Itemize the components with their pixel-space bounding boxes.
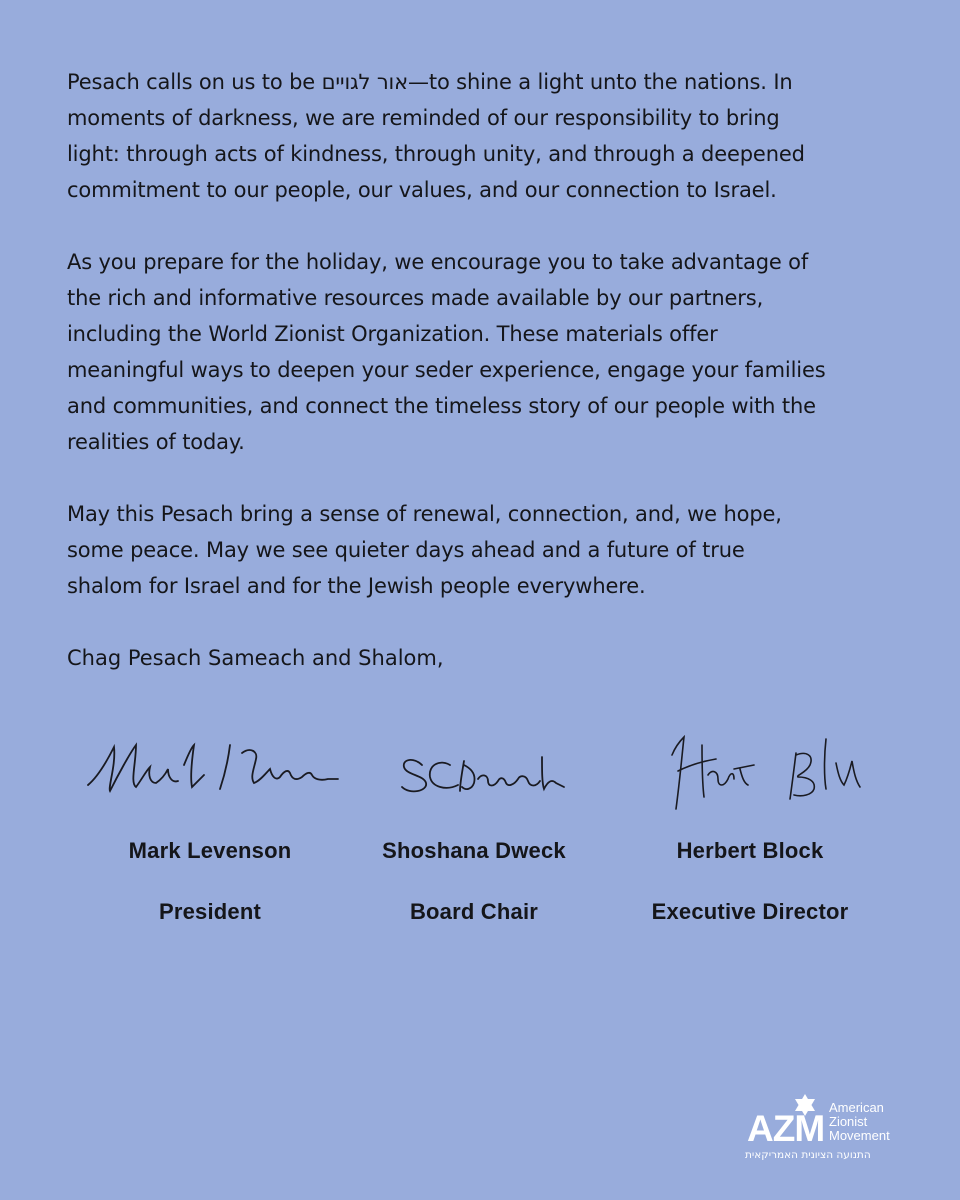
paragraph-1 — [67, 64, 917, 208]
paragraph-line: and communities, and connect the timeless story of our people with the — [67, 394, 816, 418]
paragraph-3 — [67, 496, 917, 604]
signature-block — [0, 725, 960, 945]
closing-salutation: Chag Pesach Sameach and Shalom, — [67, 646, 444, 670]
paragraph-line: Pesach calls on us to be אור לגויים—to shine a light unto the nations. In — [67, 70, 793, 94]
azm-hebrew-name: התנועה הציונית האמריקאית — [745, 1149, 871, 1161]
paragraph-line: commitment to our people, our values, and our connection to Israel. — [67, 178, 777, 202]
signer-role: Executive Director — [651, 899, 849, 924]
signer-role: Board Chair — [409, 899, 539, 924]
azm-letters: AZM — [747, 1108, 825, 1149]
signer-shoshana-dweck — [324, 725, 624, 924]
paragraph-line: May this Pesach bring a sense of renewal, connection, and, we hope, — [67, 502, 782, 526]
paragraph-line: some peace. May we see quieter days ahead and a future of true — [67, 538, 745, 562]
paragraph-line: realities of today. — [67, 430, 245, 454]
azm-logo-mark — [745, 1093, 825, 1153]
signature-mark-levenson — [80, 725, 340, 815]
azm-logo — [745, 1093, 905, 1163]
signer-mark-levenson — [60, 725, 360, 924]
paragraph-line: the rich and informative resources made available by our partners, — [67, 286, 764, 310]
paragraph-line: light: through acts of kindness, through unity, and through a deepened — [67, 142, 805, 166]
paragraph-line: shalom for Israel and for the Jewish people everywhere. — [67, 574, 646, 598]
signer-name: Shoshana Dweck — [382, 838, 566, 863]
signature-herbert-block — [630, 725, 870, 815]
paragraph-line: meaningful ways to deepen your seder experience, engage your families — [67, 358, 826, 382]
signer-role: President — [158, 899, 262, 924]
paragraph-line: moments of darkness, we are reminded of our responsibility to bring — [67, 106, 780, 130]
signer-name: Herbert Block — [676, 838, 824, 863]
logo-word: American — [829, 1100, 884, 1115]
signature-shoshana-dweck — [364, 725, 584, 815]
logo-word: Movement — [829, 1128, 890, 1143]
signer-herbert-block — [600, 725, 900, 924]
letter-body — [67, 64, 917, 676]
paragraph-2 — [67, 244, 917, 460]
logo-word: Zionist — [829, 1114, 868, 1129]
paragraph-line: including the World Zionist Organization. These materials offer — [67, 322, 718, 346]
azm-wordmark — [829, 1101, 890, 1143]
signer-name: Mark Levenson — [128, 838, 292, 863]
paragraph-line: As you prepare for the holiday, we encourage you to take advantage of — [67, 250, 809, 274]
